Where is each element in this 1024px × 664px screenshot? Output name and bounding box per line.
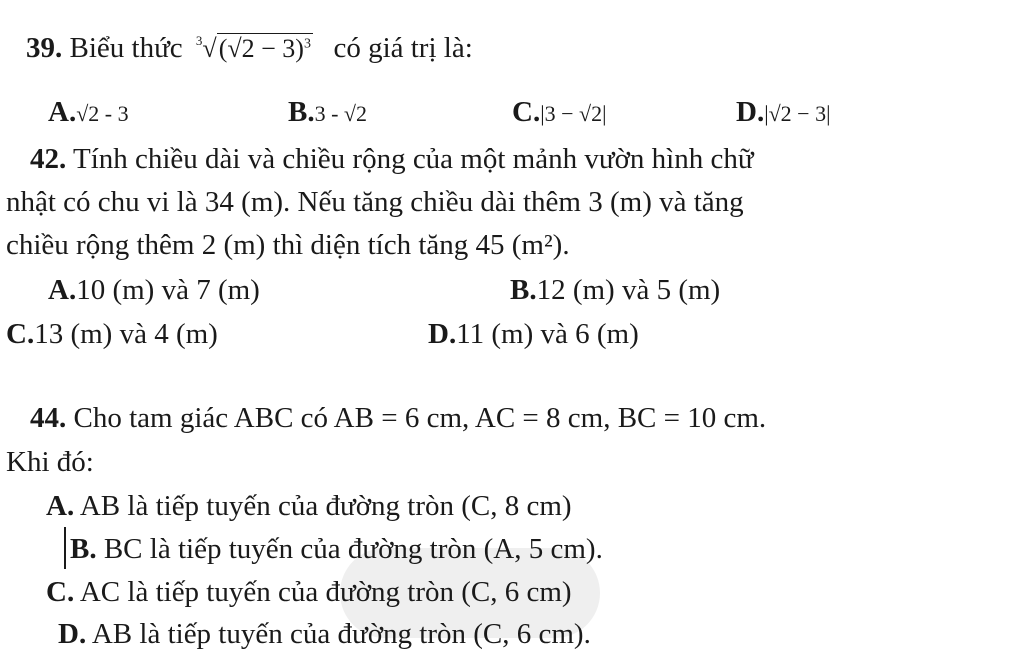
q42-line-1: 42. Tính chiều dài và chiều rộng của một mảnh vườn hình chữ [30, 143, 754, 175]
q39-text-before: Biểu thức [69, 32, 183, 64]
q44-option-b[interactable]: B. BC là tiếp tuyến của đường tròn (A, 5 cm). [70, 533, 603, 565]
q44-line-1: 44. Cho tam giác ABC có AB = 6 cm, AC = 8 cm, BC = 10 cm. [30, 402, 767, 434]
margin-bar [64, 527, 66, 569]
q44-number: 44. [30, 402, 67, 434]
radical-sign: √ [202, 34, 217, 63]
q42-number: 42. [30, 143, 67, 175]
q42-line-3: chiều rộng thêm 2 (m) thì diện tích tăng 45 (m²). [6, 229, 570, 261]
q42-option-a[interactable]: A.10 (m) và 7 (m) [48, 274, 260, 306]
q42-option-b[interactable]: B.12 (m) và 5 (m) [510, 274, 721, 306]
q42-option-c[interactable]: C.13 (m) và 4 (m) [6, 318, 218, 350]
q39-stem [26, 34, 473, 63]
q39-expression [196, 34, 320, 63]
q39-option-a[interactable]: A.√2 - 3 [48, 96, 129, 128]
q44-option-a[interactable]: A. AB là tiếp tuyến của đường tròn (C, 8 cm) [46, 490, 572, 522]
q39-option-d[interactable]: D.|√2 − 3| [736, 96, 831, 128]
q42-line-2: nhật có chu vi là 34 (m). Nếu tăng chiều dài thêm 3 (m) và tăng [6, 186, 744, 218]
q42-option-d[interactable]: D.11 (m) và 6 (m) [428, 318, 639, 350]
q39-option-c[interactable]: C.|3 − √2| [512, 96, 607, 128]
q39-text-after: có giá trị là: [333, 32, 473, 64]
q44-option-d[interactable]: D. AB là tiếp tuyến của đường tròn (C, 6 cm). [58, 618, 591, 650]
q44-option-c[interactable]: C. AC là tiếp tuyến của đường tròn (C, 6 cm) [46, 576, 572, 608]
q39-root-index: 3 [195, 33, 203, 48]
q39-number: 39. [26, 32, 63, 64]
q44-line-2: Khi đó: [6, 446, 94, 478]
q39-radicand: $(√2 - 3)^3$ [218, 34, 311, 63]
q39-option-b[interactable]: B.3 - √2 [288, 96, 367, 128]
q39-exponent: 3 [303, 36, 311, 52]
